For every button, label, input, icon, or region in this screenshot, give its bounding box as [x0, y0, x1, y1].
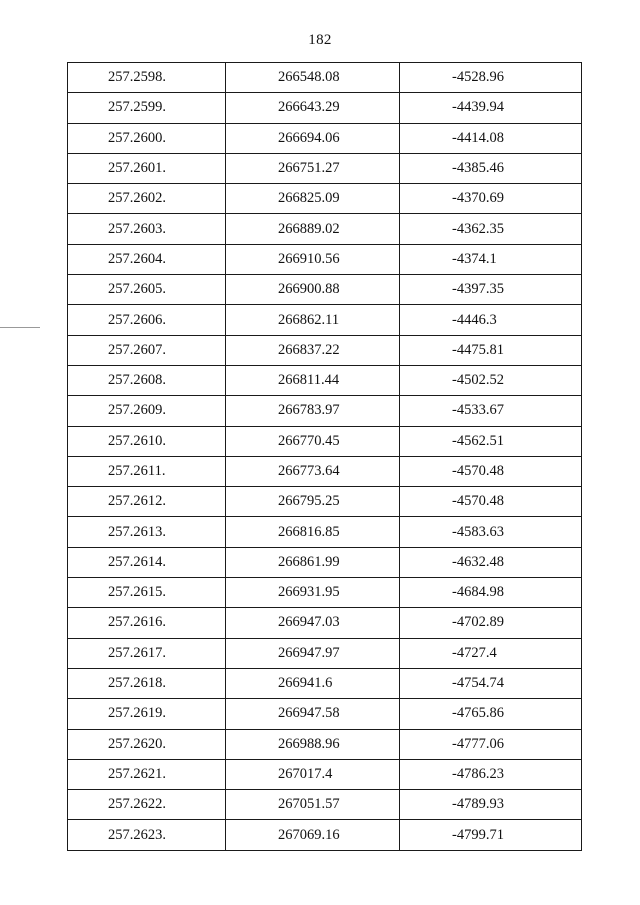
y-coordinate-cell: -4754.74	[400, 668, 582, 698]
table-row	[68, 153, 582, 183]
coordinates-table	[67, 62, 582, 851]
x-coordinate-cell: 266837.22	[226, 335, 400, 365]
y-coordinate-cell: -4528.96	[400, 63, 582, 93]
table-row	[68, 93, 582, 123]
table-row	[68, 214, 582, 244]
x-coordinate-cell: 266862.11	[226, 305, 400, 335]
table-row	[68, 63, 582, 93]
table-row	[68, 578, 582, 608]
point-id-cell: 257.2610.	[68, 426, 226, 456]
table-row	[68, 729, 582, 759]
table-row	[68, 305, 582, 335]
x-coordinate-cell: 267069.16	[226, 820, 400, 850]
x-coordinate-cell: 266889.02	[226, 214, 400, 244]
x-coordinate-cell: 266825.09	[226, 184, 400, 214]
y-coordinate-cell: -4727.4	[400, 638, 582, 668]
point-id-cell: 257.2613.	[68, 517, 226, 547]
y-coordinate-cell: -4632.48	[400, 547, 582, 577]
x-coordinate-cell: 266947.58	[226, 699, 400, 729]
table-row	[68, 275, 582, 305]
point-id-cell: 257.2621.	[68, 759, 226, 789]
table-row	[68, 699, 582, 729]
y-coordinate-cell: -4362.35	[400, 214, 582, 244]
table-row	[68, 759, 582, 789]
x-coordinate-cell: 266795.25	[226, 487, 400, 517]
x-coordinate-cell: 266931.95	[226, 578, 400, 608]
table-row	[68, 638, 582, 668]
y-coordinate-cell: -4789.93	[400, 790, 582, 820]
x-coordinate-cell: 266694.06	[226, 123, 400, 153]
point-id-cell: 257.2616.	[68, 608, 226, 638]
table-row	[68, 365, 582, 395]
table-row	[68, 456, 582, 486]
table-row	[68, 820, 582, 850]
table-row	[68, 396, 582, 426]
point-id-cell: 257.2612.	[68, 487, 226, 517]
y-coordinate-cell: -4446.3	[400, 305, 582, 335]
y-coordinate-cell: -4777.06	[400, 729, 582, 759]
x-coordinate-cell: 267017.4	[226, 759, 400, 789]
table-row	[68, 123, 582, 153]
y-coordinate-cell: -4799.71	[400, 820, 582, 850]
table-row	[68, 547, 582, 577]
point-id-cell: 257.2599.	[68, 93, 226, 123]
table-row	[68, 517, 582, 547]
point-id-cell: 257.2619.	[68, 699, 226, 729]
point-id-cell: 257.2609.	[68, 396, 226, 426]
point-id-cell: 257.2611.	[68, 456, 226, 486]
y-coordinate-cell: -4765.86	[400, 699, 582, 729]
y-coordinate-cell: -4583.63	[400, 517, 582, 547]
x-coordinate-cell: 266811.44	[226, 365, 400, 395]
y-coordinate-cell: -4475.81	[400, 335, 582, 365]
x-coordinate-cell: 266751.27	[226, 153, 400, 183]
y-coordinate-cell: -4502.52	[400, 365, 582, 395]
x-coordinate-cell: 266783.97	[226, 396, 400, 426]
table-row	[68, 244, 582, 274]
y-coordinate-cell: -4702.89	[400, 608, 582, 638]
point-id-cell: 257.2623.	[68, 820, 226, 850]
x-coordinate-cell: 266988.96	[226, 729, 400, 759]
y-coordinate-cell: -4374.1	[400, 244, 582, 274]
y-coordinate-cell: -4439.94	[400, 93, 582, 123]
y-coordinate-cell: -4385.46	[400, 153, 582, 183]
y-coordinate-cell: -4562.51	[400, 426, 582, 456]
table-row	[68, 335, 582, 365]
point-id-cell: 257.2605.	[68, 275, 226, 305]
y-coordinate-cell: -4414.08	[400, 123, 582, 153]
point-id-cell: 257.2620.	[68, 729, 226, 759]
x-coordinate-cell: 266910.56	[226, 244, 400, 274]
table-row	[68, 668, 582, 698]
point-id-cell: 257.2614.	[68, 547, 226, 577]
x-coordinate-cell: 266947.97	[226, 638, 400, 668]
point-id-cell: 257.2601.	[68, 153, 226, 183]
point-id-cell: 257.2618.	[68, 668, 226, 698]
x-coordinate-cell: 266900.88	[226, 275, 400, 305]
table-row	[68, 487, 582, 517]
y-coordinate-cell: -4786.23	[400, 759, 582, 789]
point-id-cell: 257.2615.	[68, 578, 226, 608]
point-id-cell: 257.2606.	[68, 305, 226, 335]
page-number: 182	[308, 32, 332, 48]
y-coordinate-cell: -4533.67	[400, 396, 582, 426]
scan-edge-mark	[0, 327, 40, 328]
x-coordinate-cell: 266770.45	[226, 426, 400, 456]
point-id-cell: 257.2617.	[68, 638, 226, 668]
x-coordinate-cell: 267051.57	[226, 790, 400, 820]
y-coordinate-cell: -4684.98	[400, 578, 582, 608]
x-coordinate-cell: 266773.64	[226, 456, 400, 486]
x-coordinate-cell: 266947.03	[226, 608, 400, 638]
point-id-cell: 257.2607.	[68, 335, 226, 365]
table-row	[68, 426, 582, 456]
x-coordinate-cell: 266861.99	[226, 547, 400, 577]
y-coordinate-cell: -4370.69	[400, 184, 582, 214]
table-body	[68, 63, 582, 851]
point-id-cell: 257.2604.	[68, 244, 226, 274]
table-row	[68, 790, 582, 820]
table-row	[68, 608, 582, 638]
point-id-cell: 257.2603.	[68, 214, 226, 244]
x-coordinate-cell: 266816.85	[226, 517, 400, 547]
x-coordinate-cell: 266941.6	[226, 668, 400, 698]
table-row	[68, 184, 582, 214]
point-id-cell: 257.2602.	[68, 184, 226, 214]
point-id-cell: 257.2600.	[68, 123, 226, 153]
x-coordinate-cell: 266548.08	[226, 63, 400, 93]
point-id-cell: 257.2598.	[68, 63, 226, 93]
y-coordinate-cell: -4570.48	[400, 487, 582, 517]
y-coordinate-cell: -4397.35	[400, 275, 582, 305]
x-coordinate-cell: 266643.29	[226, 93, 400, 123]
point-id-cell: 257.2622.	[68, 790, 226, 820]
y-coordinate-cell: -4570.48	[400, 456, 582, 486]
point-id-cell: 257.2608.	[68, 365, 226, 395]
